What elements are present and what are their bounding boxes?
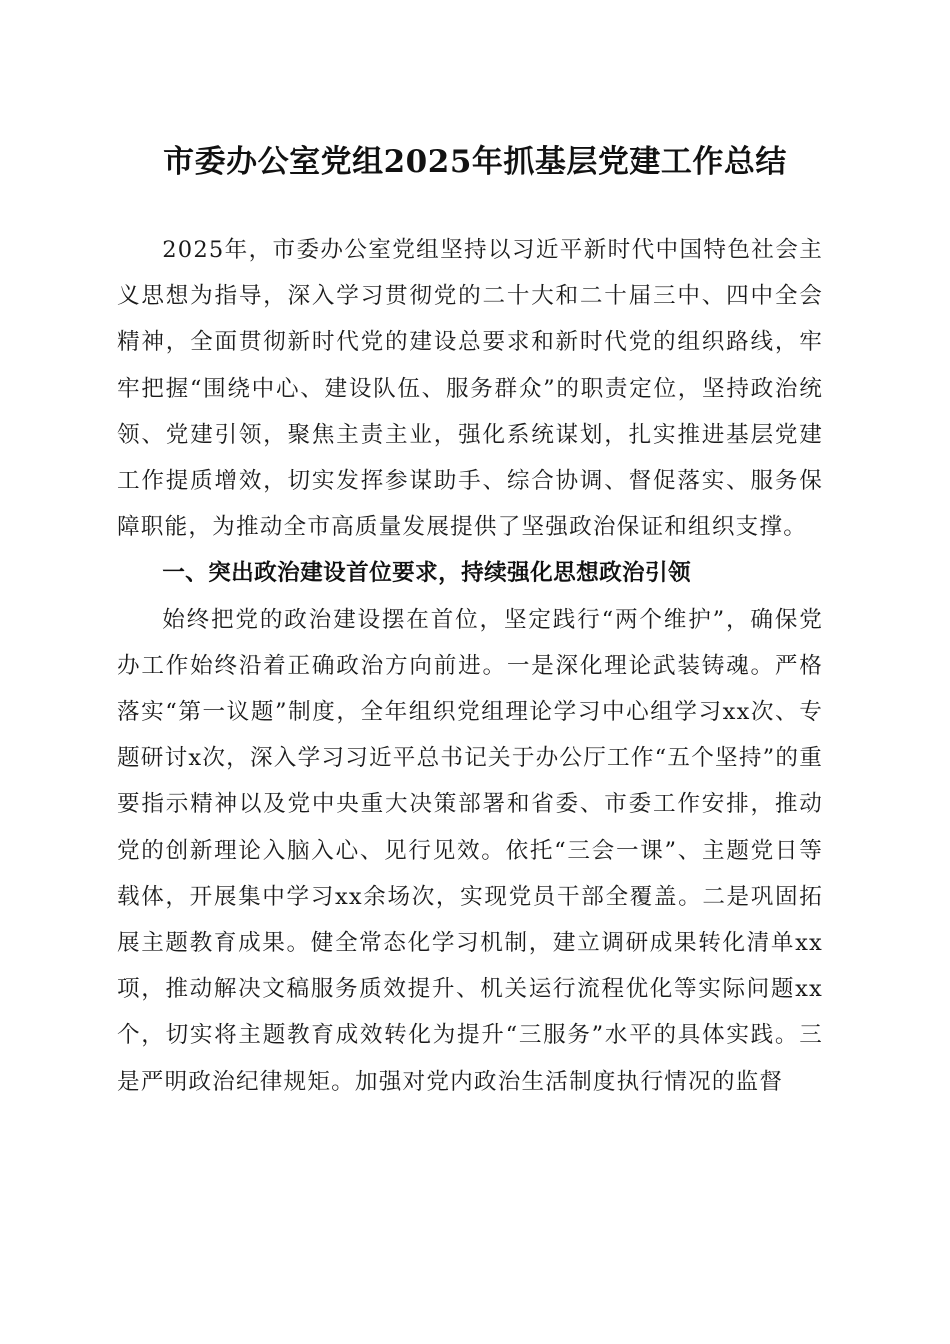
section-heading: 一、突出政治建设首位要求，持续强化思想政治引领 <box>162 560 692 587</box>
section-paragraph: 始终把党的政治建设摆在首位，坚定践行“两个维护”，确保党办工作始终沿着正确政治方向前进。一是深化理论武装铸魂。严格落实“第一议题”制度，全年组织党组理论学习中心组学习xx次、专题研讨x次，深入学习习近平总书记关于办公厅工作“五个坚持”的重要指示精神以及党中央重大决策部署和省委、市委工作安排，推动党的创新理论入脑入心、见行见效。依托“三会一课”、主题党日等载体，开展集中学习xx余场次，实现党员干部全覆盖。二是巩固拓展主题教育成果。健全常态化学习机制，建立调研成果转化清单xx项，推动解决文稿服务质效提升、机关运行流程优化等实际问题xx个，切实将主题教育成效转化为提升“三服务”水平的具体实践。三是严明政治纪律规矩。加强对党内政治生活制度执行情况的监督 <box>117 606 823 1095</box>
document-title: 市委办公室党组2025年抓基层党建工作总结 <box>163 144 787 180</box>
document-body <box>117 227 823 1105</box>
intro-paragraph: 2025年，市委办公室党组坚持以习近平新时代中国特色社会主义思想为指导，深入学习贯彻党的二十大和二十届三中、四中全会精神，全面贯彻新时代党的建设总要求和新时代党的组织路线，牢牢把握“围绕中心、建设队伍、服务群众”的职责定位，坚持政治统领、党建引领，聚焦主责主业，强化系统谋划，扎实推进基层党建工作提质增效，切实发挥参谋助手、综合协调、督促落实、服务保障职能，为推动全市高质量发展提供了坚强政治保证和组织支撑。 <box>117 237 823 541</box>
